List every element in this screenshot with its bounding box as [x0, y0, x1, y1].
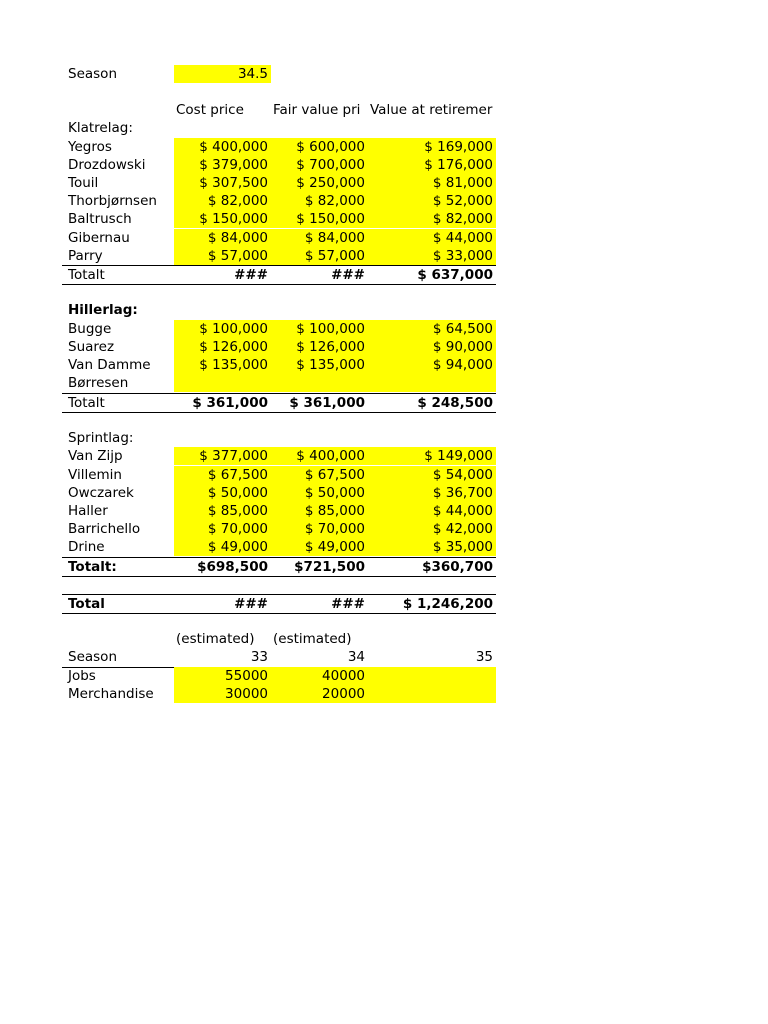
rider-name-cell[interactable]: Barrichello: [68, 521, 141, 537]
cost-price-cell[interactable]: [174, 374, 271, 392]
table-row: [62, 502, 496, 520]
fair-value-cell[interactable]: $ 150,000: [271, 210, 368, 228]
cost-price-cell[interactable]: $ 50,000: [174, 484, 271, 502]
table-row: [62, 174, 496, 192]
retirement-value-cell[interactable]: $ 94,000: [368, 356, 496, 374]
income-season-label[interactable]: Season: [68, 649, 117, 665]
rider-name-cell[interactable]: Thorbjørnsen: [68, 193, 157, 209]
header-value-at-retirement[interactable]: Value at retiremer: [370, 102, 493, 118]
rider-name-cell[interactable]: Parry: [68, 248, 103, 264]
subtotal-cost-cell[interactable]: $698,500: [197, 559, 268, 575]
estimated-label[interactable]: (estimated): [273, 631, 352, 647]
retirement-value-cell[interactable]: $ 52,000: [368, 192, 496, 210]
rider-name-cell[interactable]: Van Zijp: [68, 448, 123, 464]
fair-value-cell[interactable]: $ 70,000: [271, 520, 368, 538]
retirement-value-cell[interactable]: $ 82,000: [368, 210, 496, 228]
subtotal-row: [62, 557, 496, 577]
fair-value-cell[interactable]: $ 700,000: [271, 156, 368, 174]
cost-price-cell[interactable]: $ 100,000: [174, 320, 271, 338]
retirement-value-cell[interactable]: $ 169,000: [368, 138, 496, 156]
subtotal-retire-cell[interactable]: $360,700: [422, 559, 493, 575]
retirement-value-cell[interactable]: $ 90,000: [368, 338, 496, 356]
rider-name-cell[interactable]: Touil: [68, 175, 99, 191]
retirement-value-cell[interactable]: [368, 374, 496, 392]
table-row: [62, 466, 496, 484]
cost-price-cell[interactable]: $ 67,500: [174, 466, 271, 484]
section-title-sprintlag[interactable]: Sprintlag:: [68, 430, 134, 446]
retirement-value-cell[interactable]: $ 44,000: [368, 229, 496, 247]
cost-price-cell[interactable]: $ 377,000: [174, 447, 271, 465]
subtotal-cost-cell[interactable]: ###: [234, 267, 268, 283]
rider-name-cell[interactable]: Haller: [68, 503, 108, 519]
retirement-value-cell[interactable]: $ 81,000: [368, 174, 496, 192]
season-label[interactable]: Season: [68, 66, 117, 82]
fair-value-cell[interactable]: $ 250,000: [271, 174, 368, 192]
table-row: [62, 156, 496, 174]
cost-price-cell[interactable]: $ 82,000: [174, 192, 271, 210]
header-cost-price[interactable]: Cost price: [176, 102, 244, 118]
income-row: [62, 667, 496, 685]
rider-name-cell[interactable]: Drozdowski: [68, 157, 146, 173]
retirement-value-cell[interactable]: $ 44,000: [368, 502, 496, 520]
table-row: [62, 210, 496, 228]
season-number-cell[interactable]: 34: [347, 649, 365, 665]
section-title-hillerlag[interactable]: Hillerlag:: [68, 302, 138, 318]
subtotal-label[interactable]: Totalt: [68, 395, 105, 411]
fair-value-cell[interactable]: $ 50,000: [271, 484, 368, 502]
fair-value-cell[interactable]: $ 126,000: [271, 338, 368, 356]
subtotal-fair-cell[interactable]: ###: [331, 267, 365, 283]
income-season-row: [62, 648, 496, 668]
estimated-label[interactable]: (estimated): [176, 631, 255, 647]
income-value-cell[interactable]: 20000: [271, 685, 368, 703]
retirement-value-cell[interactable]: $ 149,000: [368, 447, 496, 465]
fair-value-cell[interactable]: [271, 374, 368, 392]
table-row: [62, 192, 496, 210]
section-title-klatrelag[interactable]: Klatrelag:: [68, 120, 133, 136]
grand-total-cost-cell[interactable]: ###: [234, 596, 268, 612]
retirement-value-cell[interactable]: $ 64,500: [368, 320, 496, 338]
cost-price-cell[interactable]: $ 70,000: [174, 520, 271, 538]
season-number-cell[interactable]: 33: [250, 649, 268, 665]
table-row: [62, 374, 496, 392]
retirement-value-cell[interactable]: $ 42,000: [368, 520, 496, 538]
subtotal-label[interactable]: Totalt: [68, 267, 105, 283]
grand-total-label[interactable]: Total: [68, 596, 105, 612]
cost-price-cell[interactable]: $ 150,000: [174, 210, 271, 228]
fair-value-cell[interactable]: $ 67,500: [271, 466, 368, 484]
subtotal-retire-cell[interactable]: $ 248,500: [417, 395, 493, 411]
fair-value-cell[interactable]: $ 82,000: [271, 192, 368, 210]
income-value-cell[interactable]: 55000: [174, 667, 271, 685]
table-row: [62, 520, 496, 538]
rider-name-cell[interactable]: Suarez: [68, 339, 115, 355]
rider-name-cell[interactable]: Baltrusch: [68, 211, 132, 227]
section-title-row: [62, 119, 496, 137]
rider-name-cell[interactable]: Villemin: [68, 467, 122, 483]
cost-price-cell[interactable]: $ 57,000: [174, 247, 271, 265]
rider-name-cell[interactable]: Gibernau: [68, 230, 130, 246]
subtotal-retire-cell[interactable]: $ 637,000: [417, 267, 493, 283]
income-value-cell[interactable]: [368, 685, 496, 703]
table-row: [62, 338, 496, 356]
income-label-cell[interactable]: Merchandise: [68, 686, 154, 702]
retirement-value-cell[interactable]: $ 36,700: [368, 484, 496, 502]
income-row: [62, 685, 496, 703]
rider-name-cell[interactable]: Yegros: [68, 139, 112, 155]
fair-value-cell[interactable]: $ 400,000: [271, 447, 368, 465]
rider-name-cell[interactable]: Drine: [68, 539, 105, 555]
season-value-cell[interactable]: 34.5: [174, 65, 271, 83]
table-row: [62, 320, 496, 338]
rider-name-cell[interactable]: Bugge: [68, 321, 112, 337]
table-row: [62, 138, 496, 156]
estimated-row: [62, 630, 496, 648]
subtotal-label[interactable]: Totalt:: [68, 559, 117, 575]
income-value-cell[interactable]: [368, 667, 496, 685]
table-row: [62, 484, 496, 502]
rider-name-cell[interactable]: Owczarek: [68, 485, 134, 501]
cost-price-cell[interactable]: $ 85,000: [174, 502, 271, 520]
table-row: [62, 229, 496, 247]
cost-price-cell[interactable]: $ 135,000: [174, 356, 271, 374]
section-title-row: [62, 429, 496, 447]
grand-total-retire-cell[interactable]: $ 1,246,200: [402, 596, 493, 612]
subtotal-row: [62, 265, 496, 285]
subtotal-fair-cell[interactable]: $721,500: [294, 559, 365, 575]
income-value-cell[interactable]: 30000: [174, 685, 271, 703]
grand-total-row: [62, 594, 496, 614]
retirement-value-cell[interactable]: $ 176,000: [368, 156, 496, 174]
fair-value-cell[interactable]: $ 49,000: [271, 538, 368, 556]
table-row: [62, 538, 496, 556]
subtotal-fair-cell[interactable]: $ 361,000: [289, 395, 365, 411]
fair-value-cell[interactable]: $ 600,000: [271, 138, 368, 156]
cost-price-cell[interactable]: $ 400,000: [174, 138, 271, 156]
table-row: [62, 356, 496, 374]
table-row: [62, 247, 496, 265]
cost-price-cell[interactable]: $ 379,000: [174, 156, 271, 174]
season-row: [62, 65, 496, 83]
section-title-row: [62, 301, 496, 319]
rider-name-cell[interactable]: Van Damme: [68, 357, 151, 373]
fair-value-cell[interactable]: $ 100,000: [271, 320, 368, 338]
fair-value-cell[interactable]: $ 85,000: [271, 502, 368, 520]
retirement-value-cell[interactable]: $ 54,000: [368, 466, 496, 484]
retirement-value-cell[interactable]: $ 35,000: [368, 538, 496, 556]
header-fair-value[interactable]: Fair value pri: [273, 102, 361, 118]
retirement-value-cell[interactable]: $ 33,000: [368, 247, 496, 265]
table-row: [62, 447, 496, 465]
cost-price-cell[interactable]: $ 126,000: [174, 338, 271, 356]
income-value-cell[interactable]: 40000: [271, 667, 368, 685]
cost-price-cell[interactable]: $ 84,000: [174, 229, 271, 247]
grand-total-fair-cell[interactable]: ###: [331, 596, 365, 612]
subtotal-cost-cell[interactable]: $ 361,000: [192, 395, 268, 411]
fair-value-cell[interactable]: $ 135,000: [271, 356, 368, 374]
header-row: [62, 101, 496, 119]
rider-name-cell[interactable]: Børresen: [68, 375, 129, 391]
cost-price-cell[interactable]: $ 49,000: [174, 538, 271, 556]
income-label-cell[interactable]: Jobs: [68, 668, 96, 684]
season-number-cell[interactable]: 35: [475, 649, 493, 665]
subtotal-row: [62, 393, 496, 413]
fair-value-cell[interactable]: $ 57,000: [271, 247, 368, 265]
cost-price-cell[interactable]: $ 307,500: [174, 174, 271, 192]
fair-value-cell[interactable]: $ 84,000: [271, 229, 368, 247]
